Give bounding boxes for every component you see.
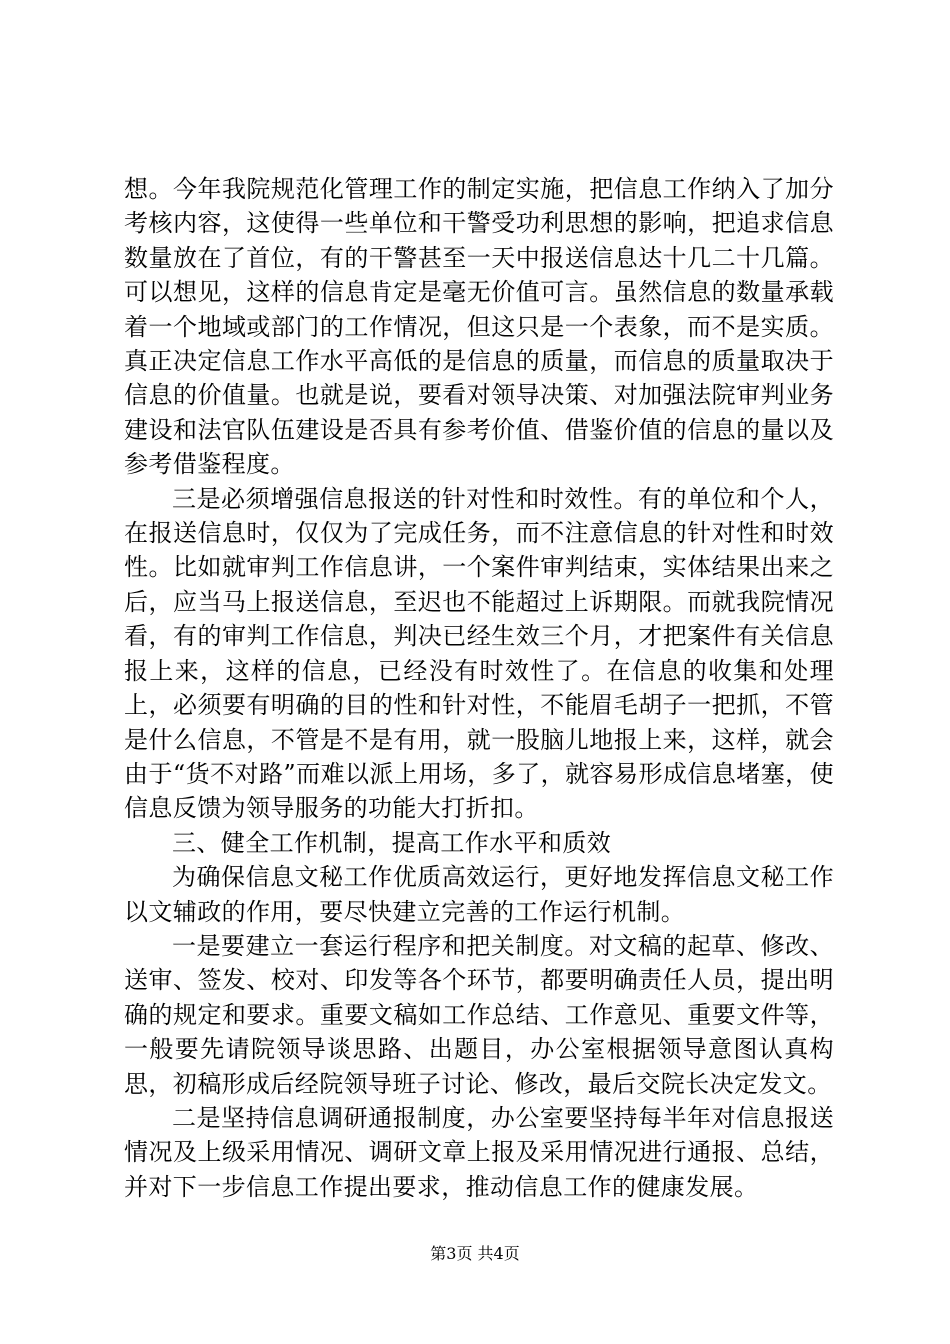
document-body: [124, 172, 834, 1204]
paragraph-3: 为确保信息文秘工作优质高效运行，更好地发挥信息文秘工作以文辅政的作用，要尽快建立完善的工作运行机制。: [124, 863, 834, 926]
page-number-footer: 第3页 共4页: [430, 1244, 520, 1263]
paragraph-2: 三是必须增强信息报送的针对性和时效性。有的单位和个人，在报送信息时，仅仅为了完成任务，而不注意信息的针对性和时效性。比如就审判工作信息讲，一个案件审判结束，实体结果出来之后，应当马上报送信息，至迟也不能超过上诉期限。而就我院情况看，有的审判工作信息，判决已经生效三个月，才把案件有关信息报上来，这样的信息，已经没有时效性了。在信息的收集和处理上，必须要有明确的目的性和针对性，不能眉毛胡子一把抓，不管是什么信息，不管是不是有用，就一股脑儿地报上来，这样，就会由于“货不对路”而难以派上用场，多了，就容易形成信息堵塞，使信息反馈为领导服务的功能大打折扣。: [124, 484, 834, 823]
paragraph-4: 一是要建立一套运行程序和把关制度。对文稿的起草、修改、送审、签发、校对、印发等各个环节，都要明确责任人员，提出明确的规定和要求。重要文稿如工作总结、工作意见、重要文件等，一般要先请院领导谈思路、出题目，办公室根据领导意图认真构思，初稿形成后经院领导班子讨论、修改，最后交院长决定发文。: [124, 931, 834, 1098]
paragraph-1: 想。今年我院规范化管理工作的制定实施，把信息工作纳入了加分考核内容，这使得一些单位和干警受功利思想的影响，把追求信息数量放在了首位，有的干警甚至一天中报送信息达十几二十几篇。可以想见，这样的信息肯定是毫无价值可言。虽然信息的数量承载着一个地域或部门的工作情况，但这只是一个表象，而不是实质。真正决定信息工作水平高低的是信息的质量，而信息的质量取决于信息的价值量。也就是说，要看对领导决策、对加强法院审判业务建设和法官队伍建设是否具有参考价值、借鉴价值的信息的量以及参考借鉴程度。: [124, 175, 834, 479]
paragraph-5: 二是坚持信息调研通报制度，办公室要坚持每半年对信息报送情况及上级采用情况、调研文章上报及采用情况进行通报、总结，并对下一步信息工作提出要求，推动信息工作的健康发展。: [124, 1103, 834, 1201]
section-heading: 三、健全工作机制，提高工作水平和质效: [172, 828, 612, 857]
